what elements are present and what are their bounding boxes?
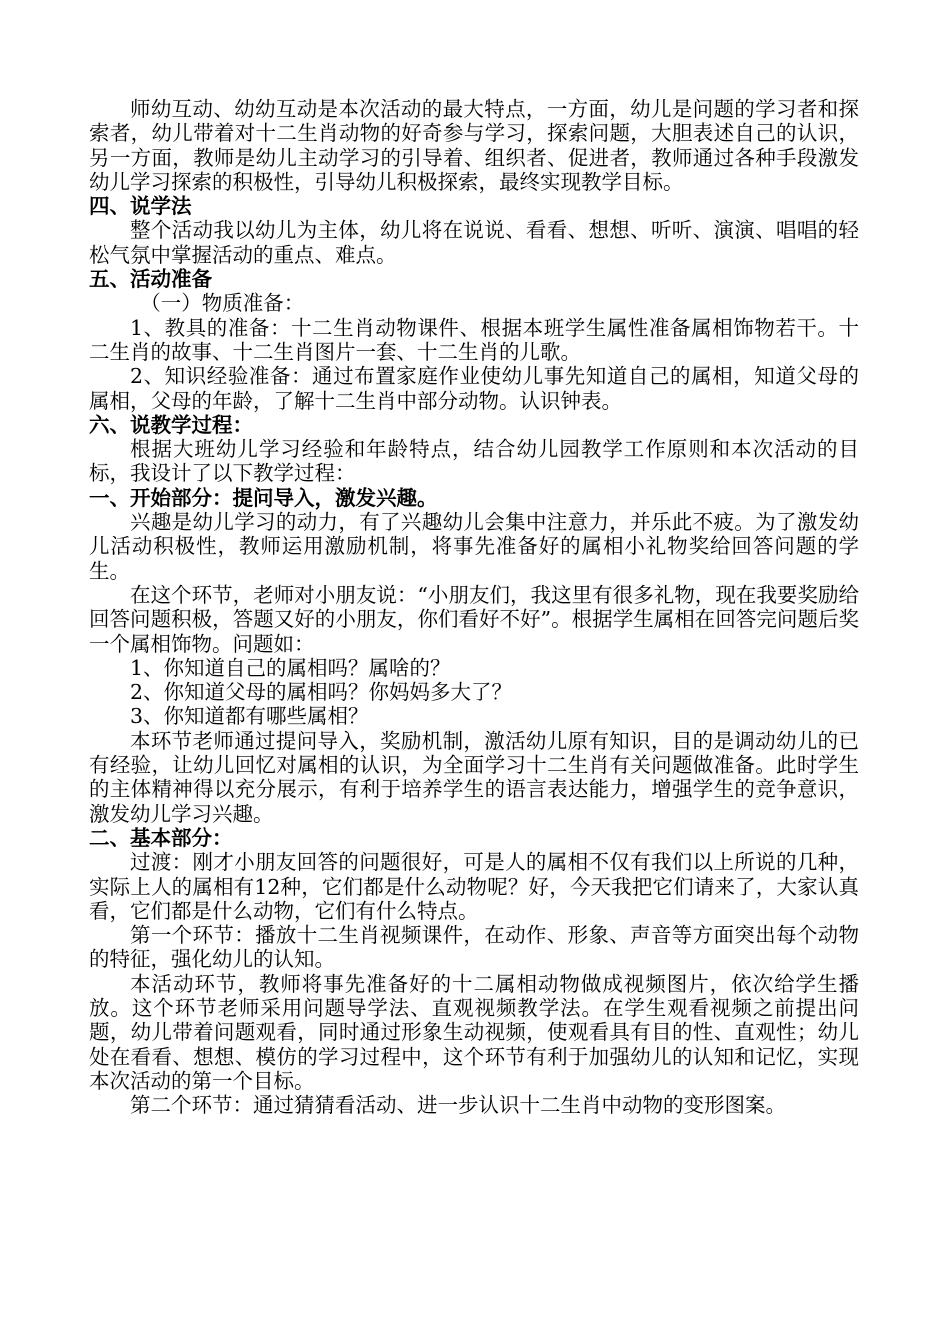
heading-teaching-process: 六、说教学过程： [89, 412, 253, 437]
paragraph-interest: 兴趣是幼儿学习的动力，有了兴趣幼儿会集中注意力，并乐此不疲。为了激发幼儿活动积极性，教师运用激励机制，将事先准备好的属相小礼物奖给回答问题的学生。 [89, 510, 859, 583]
paragraph-second-step: 第二个环节：通过猜猜看活动、进一步认识十二生肖中动物的变形图案。 [130, 1093, 786, 1118]
heading-basic-part: 二、基本部分： [89, 825, 233, 850]
paragraph-first-step-detail: 本活动环节，教师将事先准备好的十二属相动物做成视频图片，依次给学生播放。这个环节老师采用问题导学法、直观视频教学法。在学生观看视频之前提出问题，幼儿带着问题观看，同时通过形象生动视频，使观看具有目的性、直观性；幼儿处在看看、想想、模仿的学习过程中，这个环节有利于加强幼儿的认知和记忆，实现本次活动的第一个目标。 [89, 971, 859, 1093]
question-item: 3、你知道都有哪些属相？ [130, 704, 369, 729]
question-item: 1、你知道自己的属相吗？属啥的？ [130, 655, 451, 680]
paragraph-transition: 过渡：刚才小朋友回答的问题很好，可是人的属相不仅有我们以上所说的几种，实际上人的属相有12种，它们都是什么动物呢？好，今天我把它们请来了，大家认真看，它们都是什么动物，它们有什么特点。 [89, 850, 859, 923]
heading-preparation: 五、活动准备 [89, 267, 212, 292]
heading-learning-method: 四、说学法 [89, 194, 192, 219]
paragraph-first-step: 第一个环节：播放十二生肖视频课件，在动作、形象、声音等方面突出每个动物的特征，强化幼儿的认知。 [89, 923, 859, 972]
paragraph-process-intro: 根据大班幼儿学习经验和年龄特点，结合幼儿园教学工作原则和本次活动的目标，我设计了以下教学过程： [89, 437, 859, 486]
subheading-material-preparation: （一）物质准备： [140, 291, 305, 316]
document-page [89, 97, 859, 1117]
paragraph-interaction: 师幼互动、幼幼互动是本次活动的最大特点，一方面，幼儿是问题的学习者和探索者，幼儿带着对十二生肖动物的好奇参与学习，探索问题，大胆表述自己的认识，另一方面，教师是幼儿主动学习的引导着、组织者、促进者，教师通过各种手段激发幼儿学习探索的积极性，引导幼儿积极探索，最终实现教学目标。 [89, 97, 859, 194]
paragraph-knowledge-preparation: 2、知识经验准备：通过布置家庭作业使幼儿事先知道自己的属相，知道父母的属相，父母的年龄，了解十二生肖中部分动物。认识钟表。 [89, 364, 859, 413]
question-item: 2、你知道父母的属相吗？你妈妈多大了？ [130, 680, 513, 705]
paragraph-teaching-aids: 1、教具的准备：十二生肖动物课件、根据本班学生属性准备属相饰物若干。十二生肖的故事、十二生肖图片一套、十二生肖的儿歌。 [89, 315, 859, 364]
paragraph-section-summary: 本环节老师通过提问导入，奖励机制，激活幼儿原有知识，目的是调动幼儿的已有经验，让幼儿回忆对属相的认识，为全面学习十二生肖有关问题做准备。此时学生的主体精神得以充分展示，有利于培养学生的语言表达能力，增强学生的竞争意识，激发幼儿学习兴趣。 [89, 728, 859, 826]
paragraph-learning-method: 整个活动我以幼儿为主体，幼儿将在说说、看看、想想、听听、演演、唱唱的轻松气氛中掌握活动的重点、难点。 [89, 218, 859, 267]
heading-opening-part: 一、开始部分：提问导入，激发兴趣。 [89, 485, 438, 510]
paragraph-teacher-says: 在这个环节，老师对小朋友说：“小朋友们，我这里有很多礼物，现在我要奖励给回答问题积极，答题又好的小朋友，你们看好不好”。根据学生属相在回答完问题后奖一个属相饰物。问题如： [89, 582, 859, 656]
